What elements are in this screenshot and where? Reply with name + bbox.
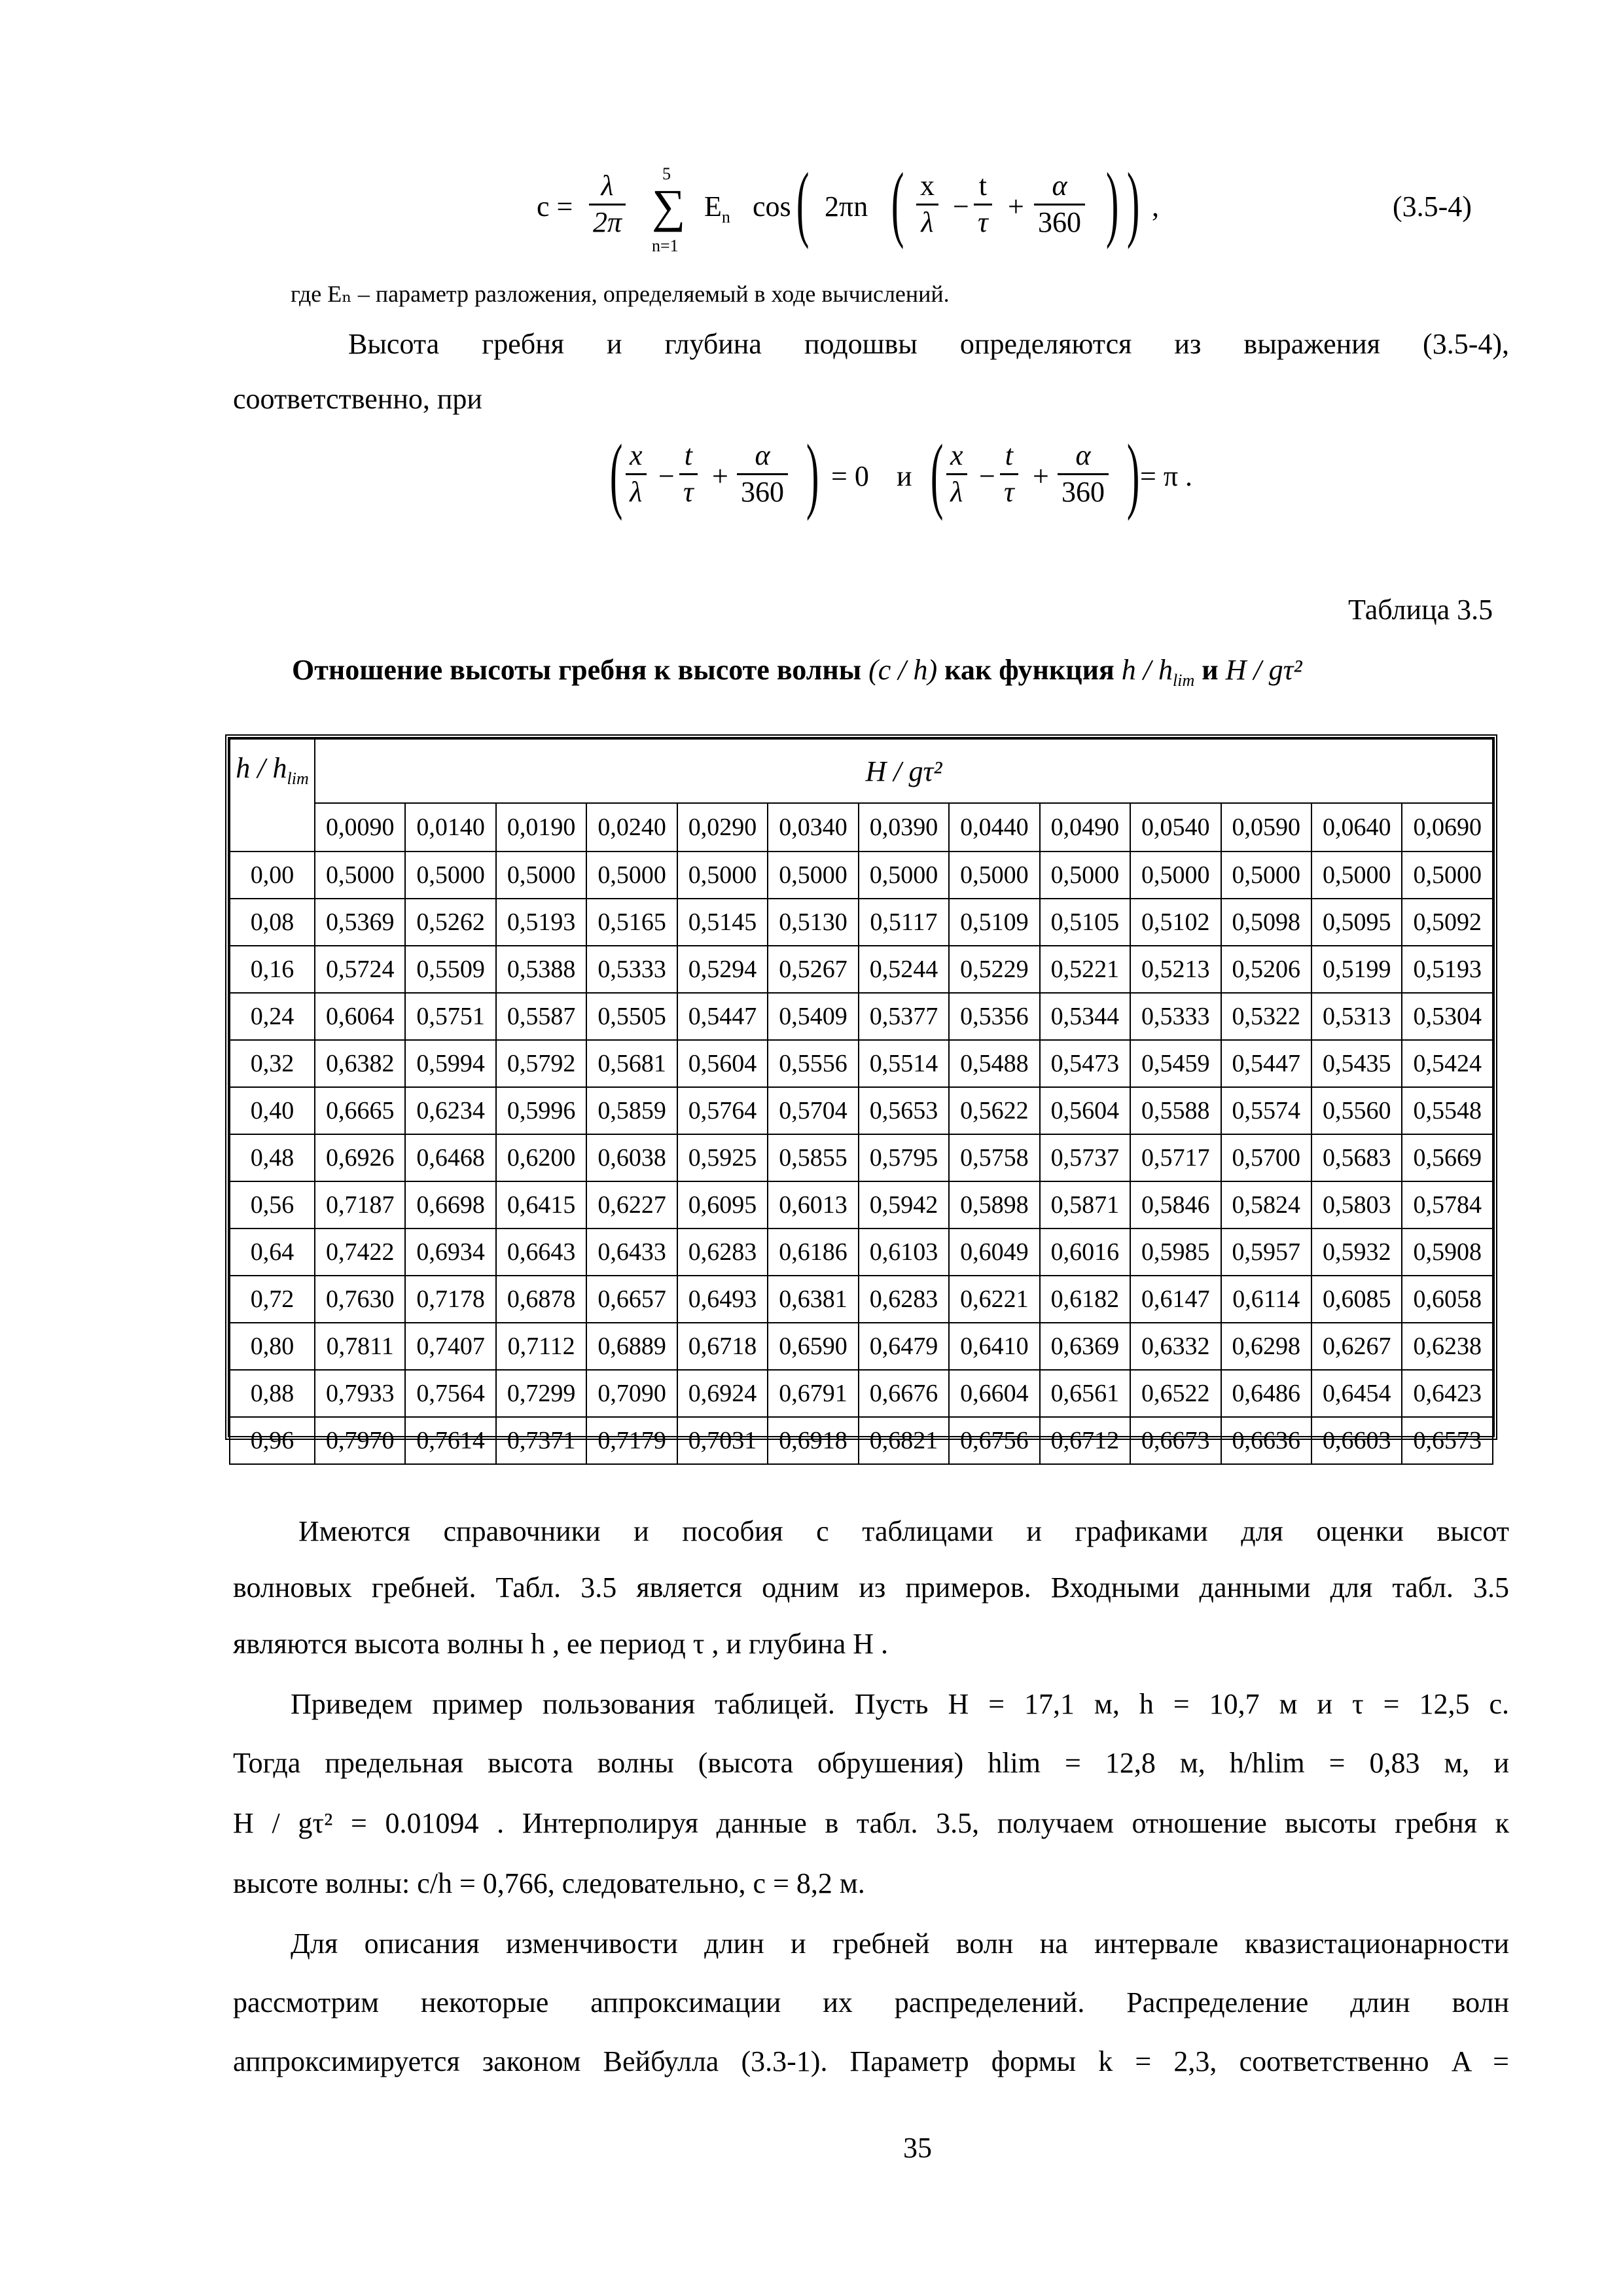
table-cell: 0,6573 — [1402, 1417, 1493, 1464]
table-cell: 0,6283 — [677, 1229, 768, 1276]
table-cell: 0,7564 — [405, 1370, 495, 1417]
table-cell: 0,6934 — [405, 1229, 495, 1276]
column-header: 0,0490 — [1040, 803, 1130, 852]
paragraph-3-line-2: Тогда предельная высота волны (высота обрушения) hlim = 12,8 м, h/hlim = 0,83 м, и — [233, 1747, 1509, 1779]
table-cell: 0,5294 — [677, 946, 768, 993]
table-cell: 0,5459 — [1130, 1040, 1221, 1087]
table-row — [230, 899, 1493, 946]
table-cell: 0,5000 — [1040, 852, 1130, 899]
table-cell: 0,5206 — [1221, 946, 1311, 993]
table-cell: 0,6603 — [1311, 1417, 1402, 1464]
table-cell: 0,6636 — [1221, 1417, 1311, 1464]
column-header: 0,0290 — [677, 803, 768, 852]
table-cell: 0,6643 — [496, 1229, 586, 1276]
table-row — [230, 946, 1493, 993]
table-cell: 0,6410 — [949, 1323, 1039, 1370]
paragraph-2-line-2: волновых гребней. Табл. 3.5 является одним из примеров. Входными данными для табл. 3.5 — [233, 1571, 1509, 1604]
table-cell: 0,7630 — [315, 1276, 405, 1323]
table-cell: 0,5000 — [677, 852, 768, 899]
table-cell: 0,5795 — [859, 1134, 949, 1181]
table-cell: 0,6676 — [859, 1370, 949, 1417]
formula-coef-fraction: $\frac{\lambda}{2\pi}$ — [589, 169, 626, 240]
column-header: 0,0140 — [405, 803, 495, 852]
table-cell: 0,6415 — [496, 1181, 586, 1229]
table-cell: 0,6103 — [859, 1229, 949, 1276]
table-cell: 0,5556 — [768, 1040, 858, 1087]
column-header: 0,0690 — [1402, 803, 1493, 852]
column-header: 0,0390 — [859, 803, 949, 852]
table-cell: 0,6016 — [1040, 1229, 1130, 1276]
table-cell: 0,7031 — [677, 1417, 768, 1464]
table-cell: 0,5925 — [677, 1134, 768, 1181]
row-header: 0,16 — [230, 946, 315, 993]
table-row — [230, 1229, 1493, 1276]
table-cell: 0,5588 — [1130, 1087, 1221, 1134]
table-cell: 0,6926 — [315, 1134, 405, 1181]
table-cell: 0,5000 — [768, 852, 858, 899]
sum-lower-limit: n=1 — [652, 236, 679, 255]
row-header: 0,80 — [230, 1323, 315, 1370]
table-cell: 0,6064 — [315, 993, 405, 1040]
table-cell: 0,5000 — [496, 852, 586, 899]
column-header: 0,0240 — [586, 803, 677, 852]
wave-crest-table — [225, 734, 1497, 1454]
table-cell: 0,7179 — [586, 1417, 677, 1464]
table-cell: 0,6085 — [1311, 1276, 1402, 1323]
table-cell: 0,7614 — [405, 1417, 495, 1464]
table-cell: 0,5622 — [949, 1087, 1039, 1134]
table-cell: 0,5409 — [768, 993, 858, 1040]
table-cell: 0,5737 — [1040, 1134, 1130, 1181]
table-row — [230, 1181, 1493, 1229]
table-cell: 0,5784 — [1402, 1181, 1493, 1229]
table-cell: 0,7299 — [496, 1370, 586, 1417]
table-cell: 0,5681 — [586, 1040, 677, 1087]
table-cell: 0,5932 — [1311, 1229, 1402, 1276]
table-cell: 0,5994 — [405, 1040, 495, 1087]
column-header: 0,0640 — [1311, 803, 1402, 852]
table-cell: 0,5824 — [1221, 1181, 1311, 1229]
table-cell: 0,5000 — [949, 852, 1039, 899]
table-cell: 0,5213 — [1130, 946, 1221, 993]
table-cell: 0,6918 — [768, 1417, 858, 1464]
table-cell: 0,6227 — [586, 1181, 677, 1229]
condition-formula: ( $\frac{x}{\lambda}$ − $\frac{t}{\tau}$ + $\frac{\alpha}{360}$ ) = 0 и ( $\frac{x}{\lambda}$ − $\frac{t}{\tau}$ + $\frac{\alpha}{360}$ ) = π . — [609, 427, 1193, 522]
table-caption: Таблица 3.5 — [1348, 594, 1493, 626]
table-cell: 0,5000 — [859, 852, 949, 899]
table-cell: 0,5424 — [1402, 1040, 1493, 1087]
table-cell: 0,6114 — [1221, 1276, 1311, 1323]
row-header: 0,48 — [230, 1134, 315, 1181]
table-cell: 0,7422 — [315, 1229, 405, 1276]
table-cell: 0,5488 — [949, 1040, 1039, 1087]
column-header: 0,0340 — [768, 803, 858, 852]
table-cell: 0,5898 — [949, 1181, 1039, 1229]
table-cell: 0,5560 — [1311, 1087, 1402, 1134]
table-cell: 0,6454 — [1311, 1370, 1402, 1417]
table-cell: 0,6147 — [1130, 1276, 1221, 1323]
table-cell: 0,6369 — [1040, 1323, 1130, 1370]
column-header: 0,0540 — [1130, 803, 1221, 852]
table-cell: 0,5604 — [1040, 1087, 1130, 1134]
table-cell: 0,6013 — [768, 1181, 858, 1229]
table-cell: 0,5683 — [1311, 1134, 1402, 1181]
table-cell: 0,6561 — [1040, 1370, 1130, 1417]
table-cell: 0,5717 — [1130, 1134, 1221, 1181]
paragraph-1-line-1: Высота гребня и глубина подошвы определяются из выражения (3.5-4), — [348, 328, 1509, 360]
table-cell: 0,6698 — [405, 1181, 495, 1229]
table-cell: 0,5193 — [496, 899, 586, 946]
table-row — [230, 1370, 1493, 1417]
table-row — [230, 1134, 1493, 1181]
table-cell: 0,5377 — [859, 993, 949, 1040]
table-cell: 0,6238 — [1402, 1323, 1493, 1370]
table-row — [230, 1087, 1493, 1134]
table-cell: 0,6234 — [405, 1087, 495, 1134]
table-cell: 0,7407 — [405, 1323, 495, 1370]
frac-alpha-360: $\frac{\alpha}{360}$ — [1034, 169, 1085, 240]
table-row — [230, 993, 1493, 1040]
table-cell: 0,5333 — [586, 946, 677, 993]
paragraph-4-line-3: аппроксимируется законом Вейбулла (3.3-1). Параметр формы k = 2,3, соответственно A = — [233, 2045, 1509, 2077]
table-cell: 0,5229 — [949, 946, 1039, 993]
table-cell: 0,5855 — [768, 1134, 858, 1181]
table-cell: 0,7178 — [405, 1276, 495, 1323]
column-header: 0,0190 — [496, 803, 586, 852]
cos-label: cos — [753, 190, 791, 223]
paragraph-4-line-1: Для описания изменчивости длин и гребней волн на интервале квазистационарности — [291, 1928, 1509, 1960]
table-cell: 0,5313 — [1311, 993, 1402, 1040]
table-cell: 0,7970 — [315, 1417, 405, 1464]
table-cell: 0,6889 — [586, 1323, 677, 1370]
table-corner-header: h / $h_{lim}$ — [230, 739, 315, 852]
table-cell: 0,5859 — [586, 1087, 677, 1134]
row-header: 0,56 — [230, 1181, 315, 1229]
table-cell: 0,6382 — [315, 1040, 405, 1087]
table-cell: 0,6791 — [768, 1370, 858, 1417]
column-header: 0,0440 — [949, 803, 1039, 852]
table-cell: 0,6058 — [1402, 1276, 1493, 1323]
paragraph-3-line-4: высоте волны: c/h = 0,766, следовательно, c = 8,2 м. — [233, 1867, 865, 1899]
table-cell: 0,5587 — [496, 993, 586, 1040]
table-cell: 0,5000 — [1221, 852, 1311, 899]
paren-close: ) — [1126, 156, 1140, 250]
table-cell: 0,6924 — [677, 1370, 768, 1417]
row-header: 0,64 — [230, 1229, 315, 1276]
table-cell: 0,6423 — [1402, 1370, 1493, 1417]
paren-open: ( — [796, 156, 810, 250]
table-cell: 0,5102 — [1130, 899, 1221, 946]
table-cell: 0,5574 — [1221, 1087, 1311, 1134]
table-cell: 0,6486 — [1221, 1370, 1311, 1417]
table-cell: 0,5700 — [1221, 1134, 1311, 1181]
frac-x-lambda: $\frac{x}{\lambda}$ — [916, 169, 938, 240]
table-cell: 0,5000 — [1130, 852, 1221, 899]
sum-upper-limit: 5 — [662, 164, 671, 183]
table-cell: 0,6433 — [586, 1229, 677, 1276]
table-cell: 0,6182 — [1040, 1276, 1130, 1323]
table-cell: 0,6878 — [496, 1276, 586, 1323]
table-cell: 0,5221 — [1040, 946, 1130, 993]
where-line: где Eₙ – параметр разложения, определяемый в ходе вычислений. — [291, 281, 950, 307]
table-row — [230, 1417, 1493, 1464]
table-cell: 0,5604 — [677, 1040, 768, 1087]
paragraph-1-line-2: соответственно, при — [233, 383, 482, 415]
table-cell: 0,6283 — [859, 1276, 949, 1323]
table-cell: 0,6381 — [768, 1276, 858, 1323]
paragraph-2-line-3: являются высота волны h , ее период τ , и глубина H . — [233, 1628, 888, 1660]
row-header: 0,24 — [230, 993, 315, 1040]
formula-lhs: c = — [537, 190, 573, 223]
table-cell: 0,6821 — [859, 1417, 949, 1464]
row-header: 0,40 — [230, 1087, 315, 1134]
table-cell: 0,5244 — [859, 946, 949, 993]
table-row — [230, 1323, 1493, 1370]
table-cell: 0,5262 — [405, 899, 495, 946]
table-cell: 0,5199 — [1311, 946, 1402, 993]
table-cell: 0,5447 — [1221, 1040, 1311, 1087]
table-cell: 0,5304 — [1402, 993, 1493, 1040]
table-cell: 0,6665 — [315, 1087, 405, 1134]
table-cell: 0,6479 — [859, 1323, 949, 1370]
row-header: 0,96 — [230, 1417, 315, 1464]
table-cell: 0,6718 — [677, 1323, 768, 1370]
table-cell: 0,5145 — [677, 899, 768, 946]
table-cell: 0,5117 — [859, 899, 949, 946]
table-cell: 0,6267 — [1311, 1323, 1402, 1370]
table-cell: 0,6221 — [949, 1276, 1039, 1323]
table-cell: 0,5758 — [949, 1134, 1039, 1181]
table-cell: 0,6049 — [949, 1229, 1039, 1276]
paragraph-3-line-1: Приведем пример пользования таблицей. Пусть H = 17,1 м, h = 10,7 м и τ = 12,5 с. — [291, 1688, 1509, 1720]
table-cell: 0,5704 — [768, 1087, 858, 1134]
table-cell: 0,5473 — [1040, 1040, 1130, 1087]
table-row — [230, 1040, 1493, 1087]
table-cell: 0,6522 — [1130, 1370, 1221, 1417]
table-cell: 0,6038 — [586, 1134, 677, 1181]
table-cell: 0,7933 — [315, 1370, 405, 1417]
row-header: 0,32 — [230, 1040, 315, 1087]
table-cell: 0,6186 — [768, 1229, 858, 1276]
table-cell: 0,5548 — [1402, 1087, 1493, 1134]
table-cell: 0,5092 — [1402, 899, 1493, 946]
table-cell: 0,5514 — [859, 1040, 949, 1087]
column-header: 0,0590 — [1221, 803, 1311, 852]
table-cell: 0,5000 — [586, 852, 677, 899]
paren-open-inner: ( — [891, 156, 904, 250]
table-cell: 0,6712 — [1040, 1417, 1130, 1464]
table-cell: 0,5267 — [768, 946, 858, 993]
table-cell: 0,6468 — [405, 1134, 495, 1181]
table-row — [230, 1276, 1493, 1323]
table-group-header: H / gτ² — [315, 739, 1493, 803]
table-cell: 0,7371 — [496, 1417, 586, 1464]
table-cell: 0,5000 — [1402, 852, 1493, 899]
table-cell: 0,5724 — [315, 946, 405, 993]
paragraph-3-line-3: H / gτ² = 0.01094 . Интерполируя данные в табл. 3.5, получаем отношение высоты гребня к — [233, 1807, 1509, 1839]
row-header: 0,00 — [230, 852, 315, 899]
table-cell: 0,5653 — [859, 1087, 949, 1134]
table-cell: 0,5505 — [586, 993, 677, 1040]
table-cell: 0,6673 — [1130, 1417, 1221, 1464]
column-header: 0,0090 — [315, 803, 405, 852]
table-cell: 0,5871 — [1040, 1181, 1130, 1229]
row-header: 0,08 — [230, 899, 315, 946]
table-cell: 0,5000 — [315, 852, 405, 899]
table-row — [230, 852, 1493, 899]
formula-main: c = $\frac{\lambda}{2\pi}$ 5 ∑ n=1 $E_n$ cos ( 2πn ( $\frac{x}{\lambda}$ − $\frac{t}{\tau}$ + $\frac{\alpha}{360}$ ) ) , (3.5-4) — [537, 156, 1472, 255]
table-cell: 0,5447 — [677, 993, 768, 1040]
table-cell: 0,6657 — [586, 1276, 677, 1323]
table-cell: 0,5333 — [1130, 993, 1221, 1040]
paren-close-inner: ) — [1105, 156, 1119, 250]
table-cell: 0,6095 — [677, 1181, 768, 1229]
two-pi-n: 2πn — [825, 190, 868, 223]
table-cell: 0,6756 — [949, 1417, 1039, 1464]
row-header: 0,72 — [230, 1276, 315, 1323]
table-cell: 0,6604 — [949, 1370, 1039, 1417]
table-cell: 0,5751 — [405, 993, 495, 1040]
table-cell: 0,5957 — [1221, 1229, 1311, 1276]
table-cell: 0,5165 — [586, 899, 677, 946]
equation-number: (3.5-4) — [1393, 190, 1472, 223]
table-cell: 0,5996 — [496, 1087, 586, 1134]
table-cell: 0,5344 — [1040, 993, 1130, 1040]
page-number: 35 — [903, 2132, 932, 2164]
table-cell: 0,5846 — [1130, 1181, 1221, 1229]
table-cell: 0,5095 — [1311, 899, 1402, 946]
paragraph-4-line-2: рассмотрим некоторые аппроксимации их распределений. Распределение длин волн — [233, 1986, 1509, 2018]
table-cell: 0,7811 — [315, 1323, 405, 1370]
table-cell: 0,6332 — [1130, 1323, 1221, 1370]
table-cell: 0,5985 — [1130, 1229, 1221, 1276]
table-cell: 0,5098 — [1221, 899, 1311, 946]
table-cell: 0,5105 — [1040, 899, 1130, 946]
table-cell: 0,6493 — [677, 1276, 768, 1323]
term-e: $E_n$ — [704, 190, 730, 226]
table-cell: 0,5803 — [1311, 1181, 1402, 1229]
table-cell: 0,5193 — [1402, 946, 1493, 993]
table-cell: 0,5764 — [677, 1087, 768, 1134]
table-cell: 0,5509 — [405, 946, 495, 993]
table-cell: 0,6200 — [496, 1134, 586, 1181]
table-cell: 0,5792 — [496, 1040, 586, 1087]
table-cell: 0,5942 — [859, 1181, 949, 1229]
table-cell: 0,5369 — [315, 899, 405, 946]
table-cell: 0,5669 — [1402, 1134, 1493, 1181]
table-cell: 0,5356 — [949, 993, 1039, 1040]
row-header: 0,88 — [230, 1370, 315, 1417]
table-title: Отношение высоты гребня к высоте волны (c / h) как функция h / $h_{lim}$ и H / gτ² — [292, 654, 1302, 690]
table-cell: 0,7112 — [496, 1323, 586, 1370]
paragraph-2-line-1: Имеются справочники и пособия с таблицами и графиками для оценки высот — [298, 1515, 1509, 1547]
table-cell: 0,6298 — [1221, 1323, 1311, 1370]
table-cell: 0,5435 — [1311, 1040, 1402, 1087]
table-cell: 0,6590 — [768, 1323, 858, 1370]
table-cell: 0,5000 — [405, 852, 495, 899]
sum-symbol: ∑ — [652, 180, 686, 232]
table-cell: 0,5109 — [949, 899, 1039, 946]
table-cell: 0,5000 — [1311, 852, 1402, 899]
table-cell: 0,5130 — [768, 899, 858, 946]
table-cell: 0,5388 — [496, 946, 586, 993]
table-cell: 0,5322 — [1221, 993, 1311, 1040]
table-cell: 0,7187 — [315, 1181, 405, 1229]
table-cell: 0,5908 — [1402, 1229, 1493, 1276]
table-cell: 0,7090 — [586, 1370, 677, 1417]
frac-t-tau: $\frac{t}{\tau}$ — [974, 169, 992, 240]
